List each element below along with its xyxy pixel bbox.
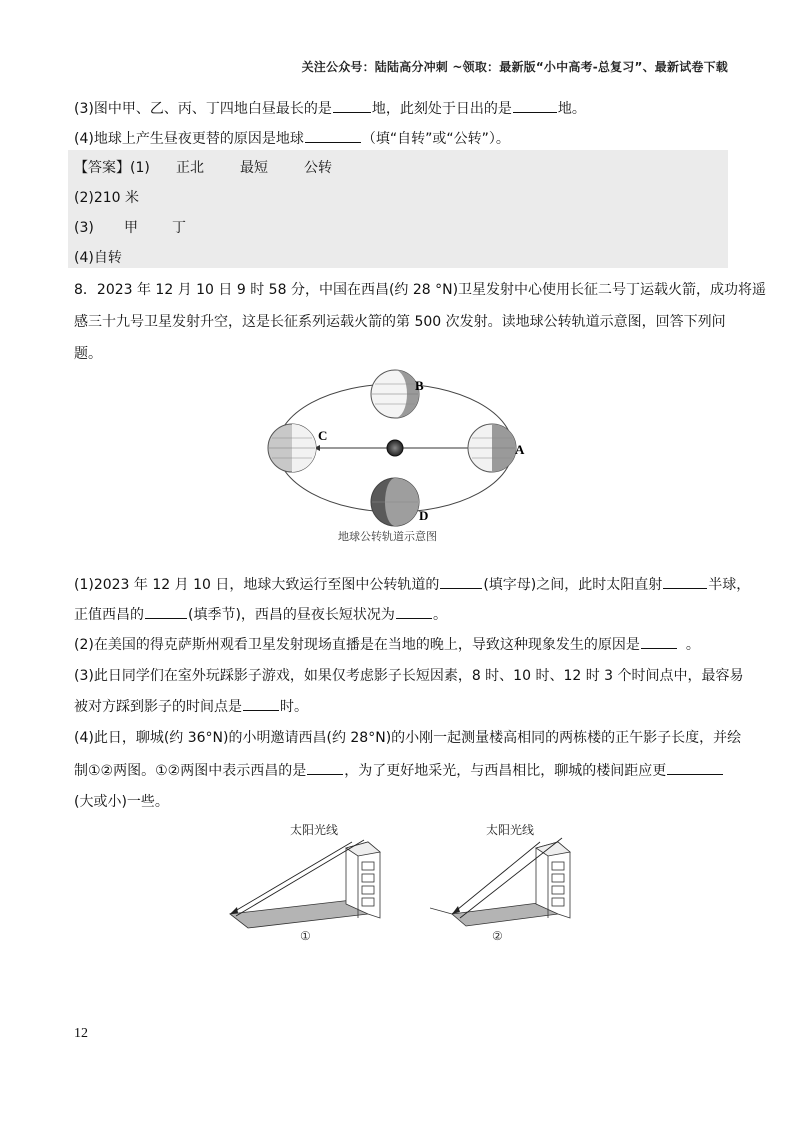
answer-blank[interactable] [145,604,187,619]
question-8-line-1: 8．2023 年 12 月 10 日 9 时 58 分，中国在西昌(约 28 °N)卫星发射中心使用长征二号丁运载火箭，成功将遥 [74,282,767,298]
question-4-line: (4)地球上产生昼夜更替的原因是地球 （填“自转”或“公转”）。 [74,128,510,149]
sub1-line-2: 正值西昌的 (填季节)，西昌的昼夜长短状况为 。 [74,604,447,625]
earth-b [371,370,419,418]
answer-blank[interactable] [333,98,371,113]
answer-row-3: (3) 甲 丁 [74,220,186,236]
shadow-figure-1 [226,818,386,944]
shadow-figure-2 [430,818,590,944]
question-3-line: (3)图中甲、乙、丙、丁四地白昼最长的是 地，此刻处于日出的是 地。 [74,98,586,119]
question-8-line-3: 题。 [74,346,102,362]
earth-a [468,424,516,472]
orbit-caption: 地球公转轨道示意图 [338,530,437,543]
page-number: 12 [74,1026,88,1041]
answer-blank[interactable] [641,634,677,649]
answer-blank[interactable] [305,128,361,143]
earth-c [268,424,316,472]
sunlight-title-1: 太阳光线 [290,823,339,837]
sub4-line-1: (4)此日，聊城(约 36°N)的小明邀请西昌(约 28°N)的小刚一起测量楼高相同的两栋楼的正午影子长度，并绘 [74,730,742,746]
orbit-diagram [262,364,548,546]
label-c: C [318,428,328,443]
answer-blank[interactable] [307,760,343,775]
sub3-line-2: 被对方踩到影子的时间点是 时。 [74,696,308,717]
shadow-diagram-1 [226,818,386,944]
earth-d [371,478,419,526]
question-8-line-2: 感三十九号卫星发射升空，这是长征系列运载火箭的第 500 次发射。读地球公转轨道示意图，回答下列问 [74,314,726,330]
sub4-line-2: 制①②两图。①②两图中表示西昌的是 ，为了更好地采光，与西昌相比，聊城的楼间距应更 [74,760,724,781]
sunlight-title-2: 太阳光线 [486,823,535,837]
answer-row-1: 【答案】(1) 正北 最短 公转 [74,160,332,176]
answer-blank[interactable] [513,98,557,113]
answer-blank[interactable] [243,696,279,711]
answer-blank[interactable] [440,574,482,589]
sub4-line-3: (大或小)一些。 [74,794,169,810]
label-d: D [419,508,429,523]
answer-row-2: (2)210 米 [74,190,140,206]
figure-number-1: ① [300,929,311,943]
label-a: A [515,442,525,457]
page-header: 关注公众号：陆陆高分冲刺 ~领取：最新版“小中高考-总复习”、最新试卷下载 [301,60,728,74]
label-b: B [415,378,424,393]
sub2-line: (2)在美国的得克萨斯州观看卫星发射现场直播是在当地的晚上，导致这种现象发生的原因是 。 [74,634,700,655]
answer-blank[interactable] [396,604,432,619]
answer-blank[interactable] [663,574,707,589]
sub1-line-1: (1)2023 年 12 月 10 日，地球大致运行至图中公转轨道的 (填字母)之间，此时太阳直射 半球， [74,574,750,595]
sub3-line-1: (3)此日同学们在室外玩踩影子游戏，如果仅考虑影子长短因素，8 时、10 时、12 时 3 个时间点中，最容易 [74,668,744,684]
shadow-diagram-2 [430,818,590,944]
answer-row-4: (4)自转 [74,250,122,266]
orbit-figure [262,364,548,546]
sun-icon [387,440,403,456]
figure-number-2: ② [492,929,503,943]
answer-blank[interactable] [667,760,723,775]
